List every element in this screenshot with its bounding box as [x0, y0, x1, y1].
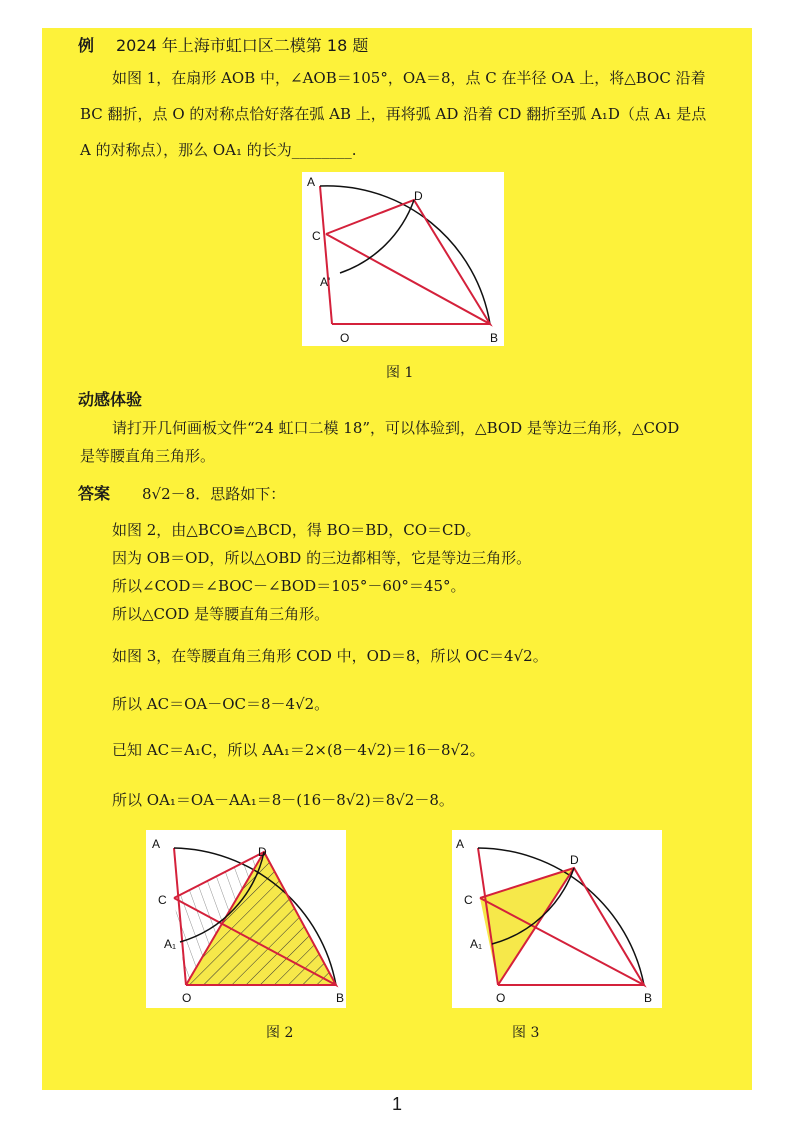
label-C: C — [312, 229, 321, 243]
answer-step-4: 所以△COD 是等腰直角三角形。 — [112, 605, 330, 623]
answer-step-7: 已知 AC＝A₁C，所以 AA₁＝2×(8－4√2)＝16－8√2。 — [112, 741, 485, 759]
label-A: A — [152, 837, 161, 851]
answer-step-3: 所以∠COD＝∠BOC－∠BOD＝105°－60°＝45°。 — [112, 577, 466, 595]
problem-line-3: A 的对称点），那么 OA₁ 的长为________. — [80, 141, 357, 159]
answer-step-6: 所以 AC＝OA－OC＝8－4√2。 — [112, 695, 330, 713]
example-tag: 例 — [78, 36, 95, 55]
answer-heading: 答案 — [78, 484, 111, 503]
figure-1-diagram — [302, 172, 504, 346]
answer-value: 8√2－8．思路如下： — [142, 485, 286, 503]
label-B: B — [644, 991, 653, 1005]
answer-step-1: 如图 2，由△BCO≌△BCD，得 BO＝BD，CO＝CD。 — [112, 521, 481, 539]
answer-step-5: 如图 3，在等腰直角三角形 COD 中，OD＝8，所以 OC＝4√2。 — [112, 647, 548, 665]
figure-3 — [452, 830, 662, 1008]
problem-line-2: BC 翻折，点 O 的对称点恰好落在弧 AB 上，再将弧 AD 沿着 CD 翻折至弧 A₁D（点 A₁ 是点 — [80, 105, 707, 123]
label-O: O — [340, 331, 350, 345]
answer-step-8: 所以 OA₁＝OA－AA₁＝8－(16－8√2)＝8√2－8。 — [112, 791, 454, 809]
problem-line-1: 如图 1，在扇形 AOB 中，∠AOB＝105°，OA＝8，点 C 在半径 OA 上，将△BOC 沿着 — [112, 69, 706, 87]
page-number: 1 — [392, 1094, 403, 1114]
label-D: D — [570, 853, 579, 867]
answer-step-2: 因为 OB＝OD，所以△OBD 的三边都相等，它是等边三角形。 — [112, 549, 532, 567]
label-C: C — [158, 893, 167, 907]
label-C: C — [464, 893, 473, 907]
label-B: B — [336, 991, 345, 1005]
figure-1-caption: 图 1 — [386, 365, 414, 381]
label-A1: A' — [320, 275, 331, 289]
figure-2-caption: 图 2 — [266, 1025, 294, 1041]
label-A1: A₁ — [164, 937, 177, 951]
figure-3-diagram — [452, 830, 662, 1008]
label-B: B — [490, 331, 499, 345]
label-A1: A₁ — [470, 937, 483, 951]
dynamic-line-1: 请打开几何画板文件“24 虹口二模 18”，可以体验到，△BOD 是等边三角形，△COD — [112, 419, 680, 437]
dynamic-line-2: 是等腰直角三角形。 — [80, 447, 216, 465]
dynamic-heading: 动感体验 — [78, 390, 143, 409]
label-D: D — [414, 189, 423, 203]
label-A: A — [307, 175, 316, 189]
figure-2-diagram — [146, 830, 346, 1008]
figure-3-caption: 图 3 — [512, 1025, 540, 1041]
figure-1 — [302, 172, 504, 346]
label-O: O — [496, 991, 506, 1005]
label-A: A — [456, 837, 465, 851]
figure-2 — [146, 830, 346, 1008]
label-D: D — [258, 845, 267, 859]
label-O: O — [182, 991, 192, 1005]
problem-title: 2024 年上海市虹口区二模第 18 题 — [116, 36, 369, 55]
